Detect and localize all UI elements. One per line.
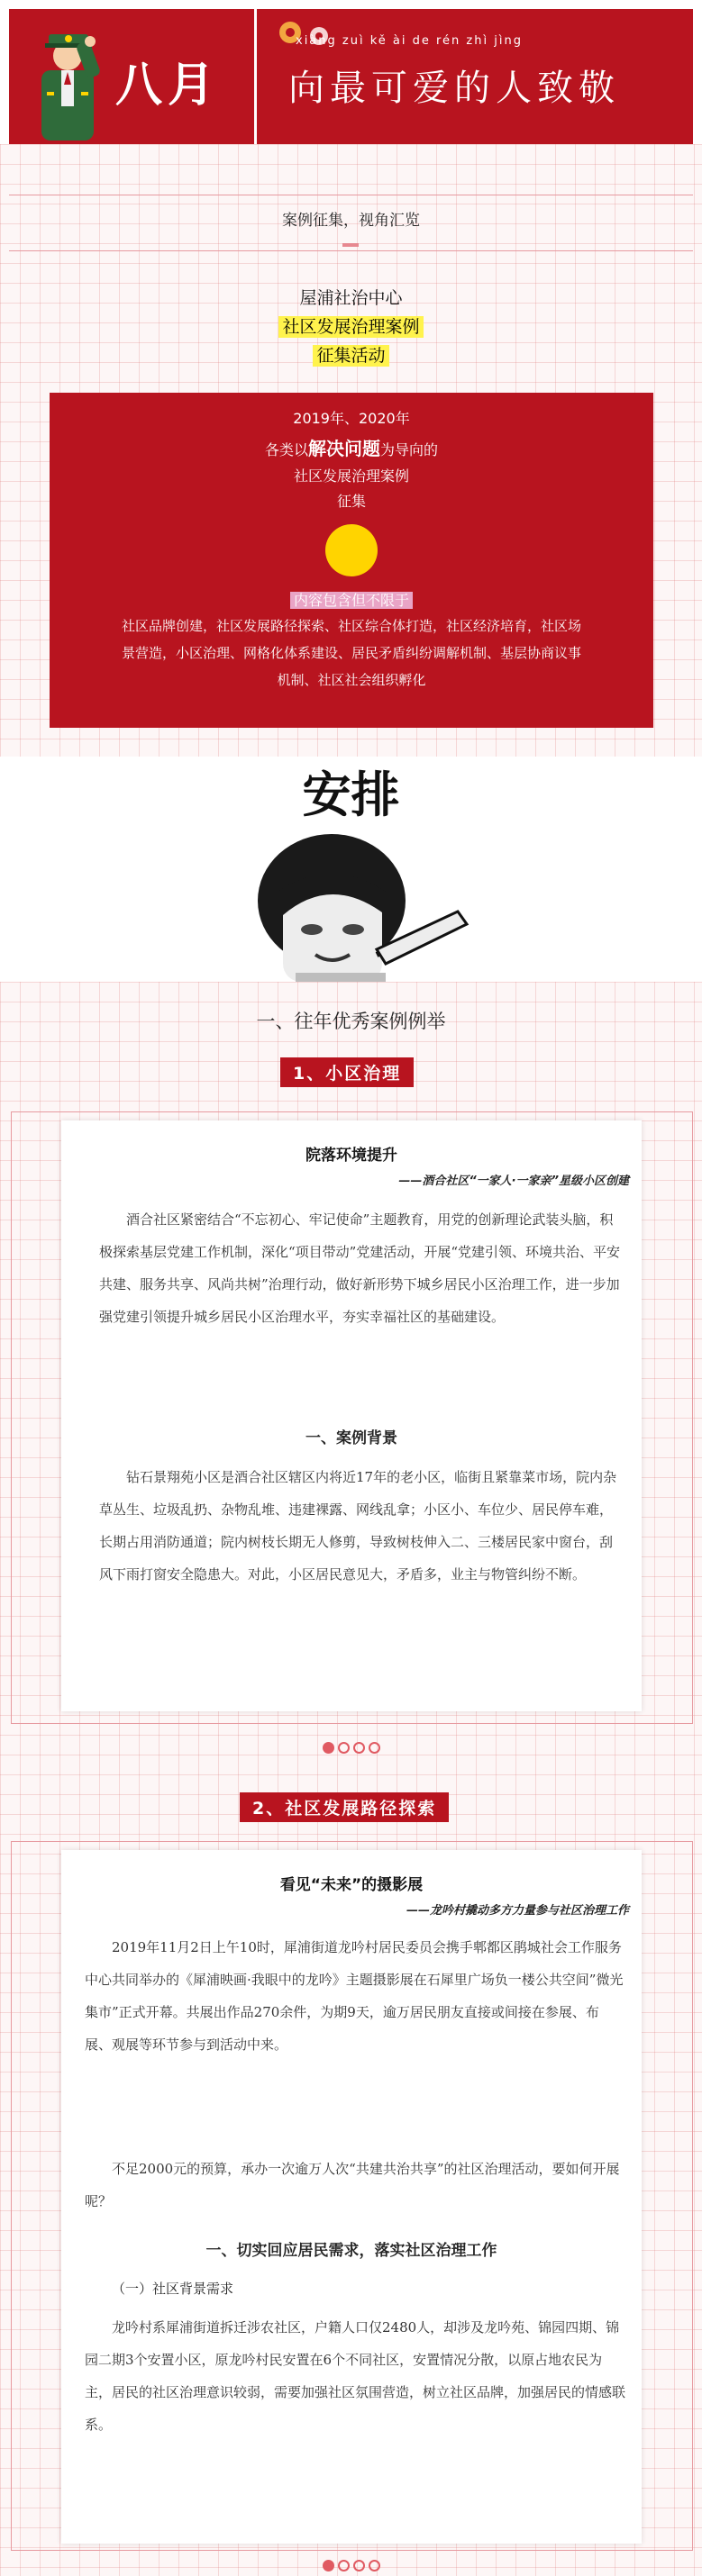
case1-title: 院落环境提升 [305, 1147, 397, 1165]
case2-subtitle: ——龙吟村撬动多方力量参与社区治理工作 [406, 1904, 629, 1918]
problem-pre: 各类以 [264, 441, 308, 458]
campaign-title-1: 社区发展治理案例 [278, 316, 423, 338]
section1-heading: 一、往年优秀案例例举 [256, 1011, 446, 1032]
pager-dots-bottom [0, 2558, 702, 2575]
pager-dot [353, 1742, 365, 1754]
content-line-2: 景营造，小区治理、网格化体系建设、居民矛盾纠纷调解机制、基层协商议事 [121, 645, 581, 661]
pager-dot [323, 2560, 334, 2571]
problem-line [50, 434, 653, 460]
pager-dot [369, 1742, 380, 1754]
soldier-saluting-icon [29, 25, 106, 141]
campaign-title-2-wrap [0, 342, 702, 367]
month-title: 八月 [115, 59, 221, 113]
content-line-3: 机制、社区社会组织孵化 [277, 672, 426, 688]
campaign-title-2: 征集活动 [313, 345, 388, 367]
case2-para2: 不足2000元的预算，承办一次逾万人次“共建共治共享”的社区治理活动，要如何开展呢？ [85, 2161, 620, 2209]
case2-section-heading: 一、切实回应居民需求，落实社区治理工作 [205, 2242, 497, 2260]
section1-label: 1、小区治理 [280, 1057, 414, 1087]
meme-pointing-face-icon [242, 829, 476, 982]
pager-dot [338, 1742, 350, 1754]
problem-bold: 解决问题 [308, 438, 380, 459]
campaign-title-1-wrap [0, 313, 702, 338]
case1-card [61, 1120, 642, 1711]
call-for-cases-box [50, 393, 653, 728]
case1-subtitle: ——酒合社区“一家人·一家亲”星级小区创建 [398, 1175, 629, 1188]
pager-dot [369, 2560, 380, 2571]
tagline: 向最可爱的人致敬 [288, 68, 620, 109]
content-label: 内容包含但不限于 [290, 592, 413, 609]
case2-para3: 龙吟村系犀浦街道拆迁涉农社区，户籍人口仅2480人，却涉及龙吟苑、锦园四期、锦园二期3个安置小区，原龙吟村民安置在6个不同社区，安置情况分散，以原占地农民为主，居民的社区治理意识较弱，需要加强社区氛围营造，树立社区品牌，加强居民的情感联系。 [85, 2319, 626, 2433]
pager-dots [0, 1740, 702, 1757]
case1-para1: 酒合社区紧密结合“不忘初心、牢记使命”主题教育，用党的创新理论武装头脑，积极探索基层党建工作机制，深化“项目带动”党建活动，开展“党建引领、环境共治、平安共建、服务共享、风尚共树”治理行动，做好新形势下城乡居民小区治理工作，进一步加强党建引领提升城乡居民小区治理水平，夯实幸福社区的基础建设。 [99, 1211, 621, 1325]
content-line-1: 社区品牌创建，社区发展路径探索、社区综合体打造，社区经济培育，社区场 [121, 618, 581, 634]
case2-subsection: （一）社区背景需求 [112, 2281, 234, 2297]
case1-section-heading: 一、案例背景 [305, 1429, 397, 1447]
meme-title: 安排 [302, 766, 400, 823]
pager-dot [353, 2560, 365, 2571]
cases-text: 社区发展治理案例 [293, 467, 409, 485]
collect-text: 征集 [336, 493, 366, 510]
section2-label: 2、社区发展路径探索 [240, 1792, 449, 1822]
case2-card [61, 1850, 642, 2544]
case2-para1: 2019年11月2日上午10时，犀浦街道龙吟村居民委员会携手郫都区鹃城社会工作服务中心共同举办的《犀浦映画·我眼中的龙吟》主题摄影展在石犀里广场负一楼公共空间”微光集市”正式开幕。共展出作品270余件，为期9天，逾万居民朋友直接或间接在参展、布展、观展等环节参与到活动中来。 [85, 1939, 624, 2053]
pager-dot [338, 2560, 350, 2571]
tagline-pinyin: xiàng zuì kě ài de rén zhì jìng [296, 34, 523, 48]
heading-mark [342, 243, 359, 247]
header-banner [9, 9, 693, 144]
intro-heading: 案例征集，视角汇览 [282, 212, 420, 230]
header-divider [254, 9, 257, 144]
pager-dot [323, 1742, 334, 1754]
org-name: 屋浦社治中心 [299, 288, 403, 308]
years-text: 2019年、2020年 [293, 410, 410, 427]
problem-post: 为导向的 [380, 441, 439, 458]
case2-title: 看见“未来”的摄影展 [279, 1876, 424, 1894]
yellow-circle-icon [325, 524, 378, 576]
content-label-wrap [50, 589, 653, 610]
divider [9, 250, 693, 251]
case1-para2: 钻石景翔苑小区是酒合社区辖区内将近17年的老小区，临街且紧靠菜市场，院内杂草丛生、垃圾乱扔、杂物乱堆、违建裸露、网线乱拿；小区小、车位少、居民停车难，长期占用消防通道；院内树枝长期无人修剪，导致树枝伸入二、三楼居民家中窗台，刮风下雨打窗安全隐患大。对此，小区居民意见大，矛盾多，业主与物管纠纷不断。 [99, 1469, 617, 1583]
